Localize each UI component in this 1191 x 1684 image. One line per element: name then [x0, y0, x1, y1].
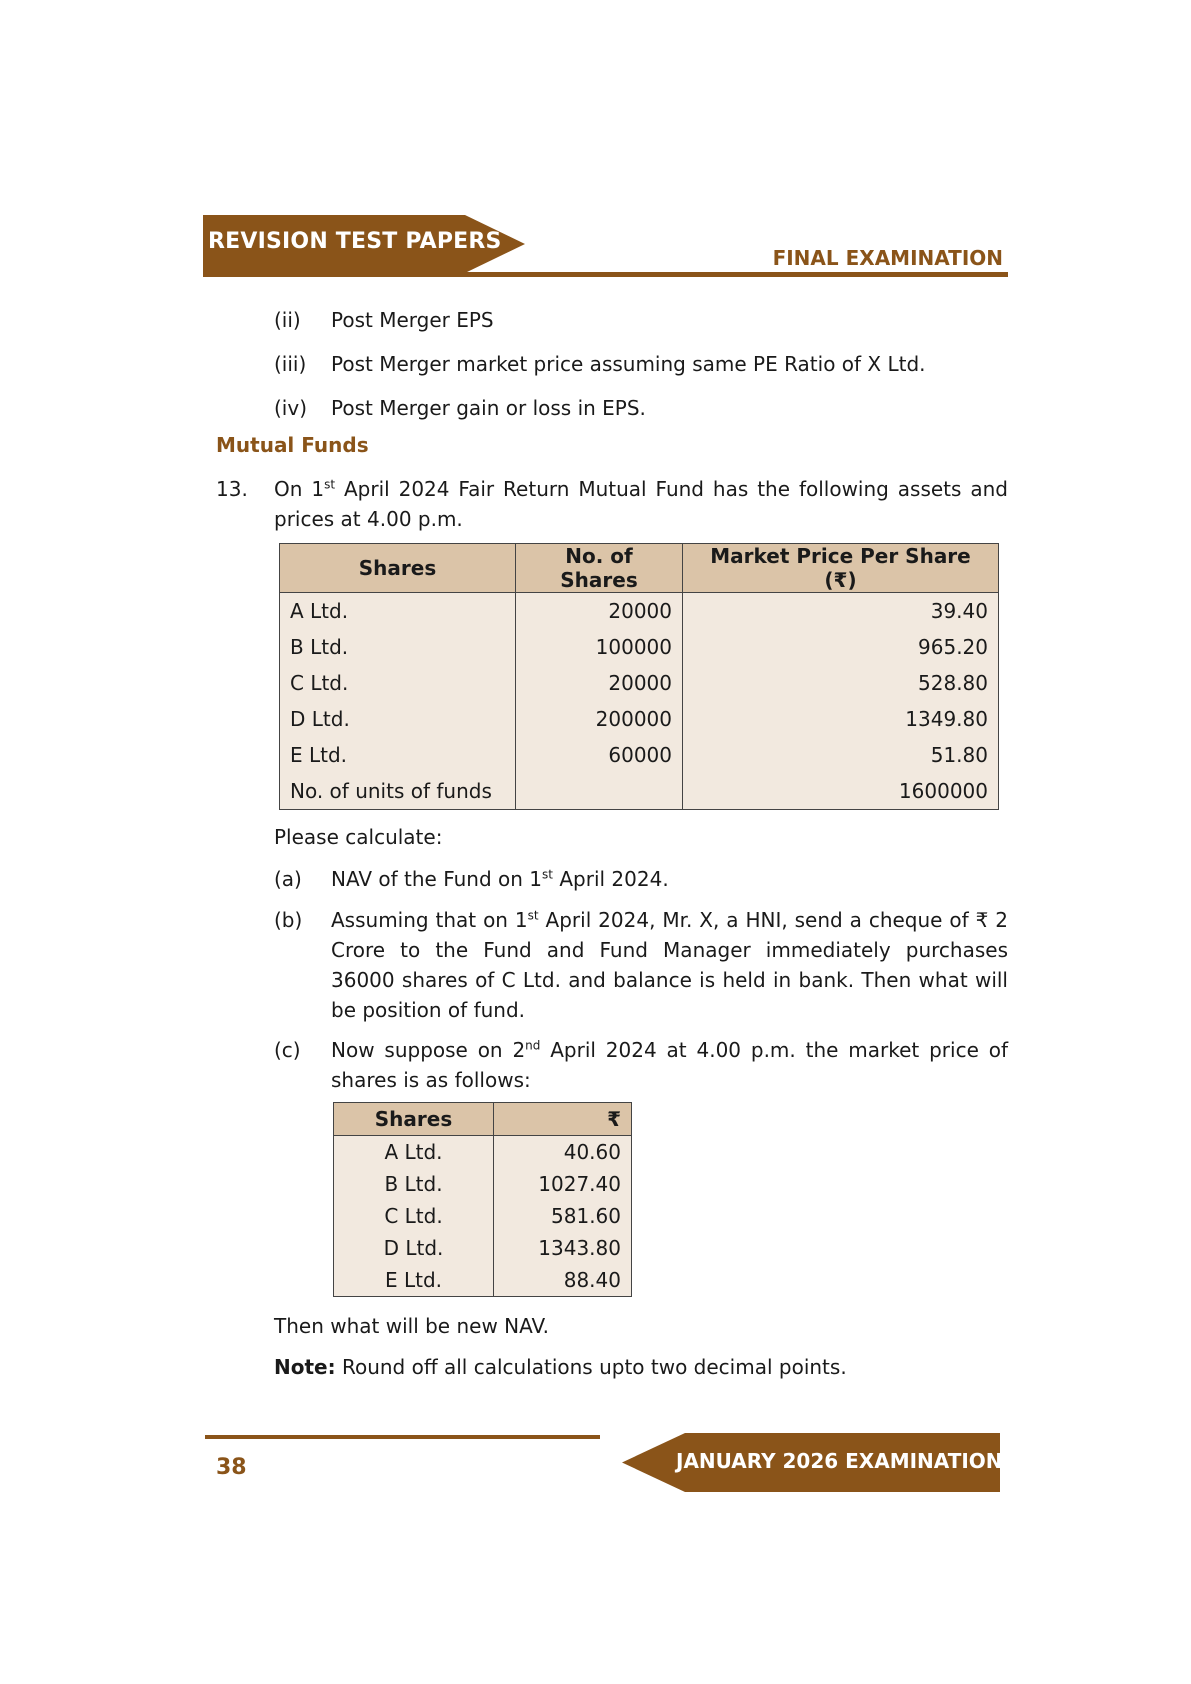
table-cell: 88.40 — [494, 1264, 632, 1297]
table-cell: 60000 — [516, 737, 683, 773]
please-calculate: Please calculate: — [274, 825, 443, 849]
table-row — [334, 1264, 632, 1297]
footer-exam: JANUARY 2026 EXAMINATION — [676, 1449, 1003, 1473]
table-row — [280, 737, 999, 773]
table-cell: 1343.80 — [494, 1232, 632, 1264]
prices-table — [333, 1102, 632, 1297]
table-cell: E Ltd. — [334, 1264, 494, 1297]
table-header: Shares — [280, 544, 516, 593]
table-cell: 1027.40 — [494, 1168, 632, 1200]
table-cell: C Ltd. — [280, 665, 516, 701]
table-cell: 965.20 — [683, 629, 999, 665]
footer-rule — [205, 1435, 600, 1439]
assets-table — [279, 543, 999, 810]
table-row — [280, 665, 999, 701]
table-row — [334, 1232, 632, 1264]
table-cell: 200000 — [516, 701, 683, 737]
header-right-title: FINAL EXAMINATION — [772, 246, 1003, 270]
table-cell: D Ltd. — [334, 1232, 494, 1264]
question-number: 13. — [216, 477, 248, 501]
prev-item-label: (ii) — [274, 308, 301, 332]
table-cell: No. of units of funds — [280, 773, 516, 810]
header-rule — [203, 272, 1008, 277]
table-cell: B Ltd. — [280, 629, 516, 665]
page-number: 38 — [216, 1455, 247, 1480]
table-header: No. of Shares — [516, 544, 683, 593]
table-cell: A Ltd. — [334, 1136, 494, 1169]
prev-item-label: (iii) — [274, 352, 307, 376]
table-row — [280, 593, 999, 630]
part-c-text: Now suppose on 2nd April 2024 at 4.00 p.m. the market price of shares is as follows: — [331, 1038, 1008, 1092]
table-cell: D Ltd. — [280, 701, 516, 737]
table-header: Market Price Per Share (₹) — [683, 544, 999, 593]
table-cell: 51.80 — [683, 737, 999, 773]
table-cell: C Ltd. — [334, 1200, 494, 1232]
table-row — [280, 701, 999, 737]
part-a-text: NAV of the Fund on 1st April 2024. — [331, 867, 669, 891]
table-cell: 100000 — [516, 629, 683, 665]
table-cell: 20000 — [516, 665, 683, 701]
part-b-text: Assuming that on 1st April 2024, Mr. X, a HNI, send a cheque of ₹ 2 Crore to the Fund and Fund Manager immediately purchases 36000 shares of C Ltd. and balance is held in bank. Then what will be position of fund. — [331, 908, 1008, 1022]
part-label: (b) — [274, 908, 303, 932]
table-cell: 581.60 — [494, 1200, 632, 1232]
table-cell: 40.60 — [494, 1136, 632, 1169]
table-cell — [516, 773, 683, 810]
table-header: ₹ — [494, 1103, 632, 1136]
prev-item-label: (iv) — [274, 396, 307, 420]
table-row — [334, 1168, 632, 1200]
table-row — [280, 773, 999, 810]
table-header: Shares — [334, 1103, 494, 1136]
table-row — [334, 1136, 632, 1169]
table-cell: A Ltd. — [280, 593, 516, 630]
part-label: (c) — [274, 1038, 301, 1062]
section-title: Mutual Funds — [216, 433, 369, 457]
table-cell: 1600000 — [683, 773, 999, 810]
table-cell: 528.80 — [683, 665, 999, 701]
then-text: Then what will be new NAV. — [274, 1314, 549, 1338]
table-cell: 20000 — [516, 593, 683, 630]
table-cell: B Ltd. — [334, 1168, 494, 1200]
table-cell: 1349.80 — [683, 701, 999, 737]
part-label: (a) — [274, 867, 302, 891]
table-cell: 39.40 — [683, 593, 999, 630]
note: Note: Round off all calculations upto two decimal points. — [274, 1355, 847, 1379]
prev-item-text: Post Merger gain or loss in EPS. — [331, 396, 646, 420]
header-left-title: REVISION TEST PAPERS — [208, 229, 502, 254]
table-cell: E Ltd. — [280, 737, 516, 773]
table-row — [334, 1200, 632, 1232]
table-row — [280, 629, 999, 665]
question-text: On 1st April 2024 Fair Return Mutual Fund has the following assets and prices at 4.00 p.m. — [274, 477, 1008, 531]
prev-item-text: Post Merger market price assuming same PE Ratio of X Ltd. — [331, 352, 926, 376]
prev-item-text: Post Merger EPS — [331, 308, 494, 332]
